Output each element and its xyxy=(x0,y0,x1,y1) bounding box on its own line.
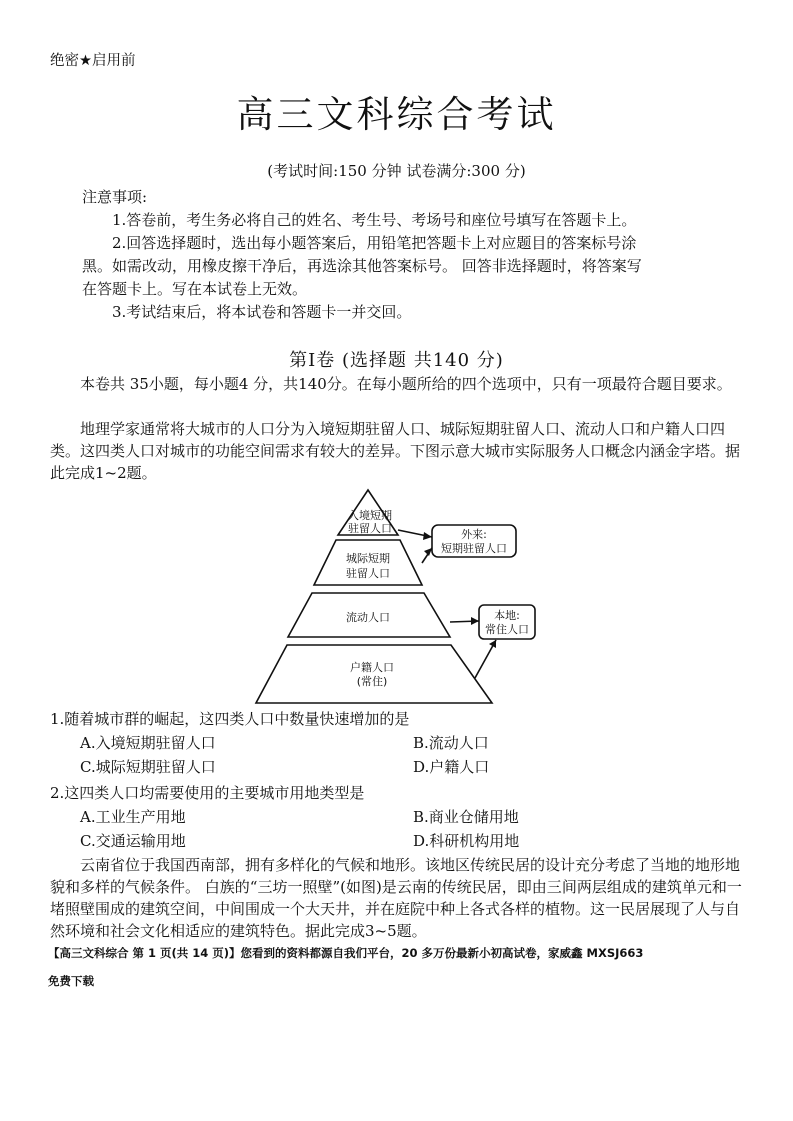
label-external-1: 外来: xyxy=(461,528,487,541)
question-1-stem: 1.随着城市群的崛起，这四类人口中数量快速增加的是 xyxy=(50,710,410,728)
arrow-head xyxy=(471,617,479,625)
pyramid-level-registered xyxy=(256,645,492,703)
question-2-option-d: D.科研机构用地 xyxy=(413,832,520,850)
question-1-option-c: C.城际短期驻留人口 xyxy=(80,758,216,776)
notice-item: 1.答卷前，考生务必将自己的姓名、考生号、考场号和座位号填写在答题卡上。 xyxy=(112,211,637,229)
section-intro: 本卷共 35小题，每小题4 分，共140分。在每小题所给的四个选项中，只有一项最符合题目要求。 xyxy=(80,375,732,393)
question-2-option-b: B.商业仓储用地 xyxy=(413,808,519,826)
label-external-2: 短期驻留人口 xyxy=(441,542,507,555)
page-footer-download: 免费下载 xyxy=(48,974,94,988)
question-1-option-b: B.流动人口 xyxy=(413,734,489,752)
label-registered-1: 户籍人口 xyxy=(350,661,394,674)
question-2-option-c: C.交通运输用地 xyxy=(80,832,186,850)
label-intercity-1: 城际短期 xyxy=(346,552,390,565)
label-inbound-2: 驻留人口 xyxy=(348,522,392,535)
label-inbound-1: 入境短期 xyxy=(348,509,392,522)
passage-2: 云南省位于我国西南部，拥有多样化的气候和地形。该地区传统民居的设计充分考虑了当地的地形地貌和多样的气候条件。 白族的“三坊一照壁”(如图)是云南的传统民居，即由三间两层组成的建筑单元和一堵照壁围成的建筑空间，中间围成一个大天井，并在庭院中种上各式各样的植物。这一民居展现了人与自然环境和社会文化相适应的建筑特色。据此完成3~5题。 xyxy=(50,856,742,940)
page-footer: 【高三文科综合 第 1 页(共 14 页)】您看到的资料都源自我们平台，20 多万份最新小初高试卷，家威鑫 MXSJ663 xyxy=(48,946,644,960)
question-2-option-a: A.工业生产用地 xyxy=(80,808,186,826)
question-2-stem: 2.这四类人口均需要使用的主要城市用地类型是 xyxy=(50,784,365,802)
label-intercity-2: 驻留人口 xyxy=(346,567,390,580)
exam-title: 高三文科综合考试 xyxy=(236,93,557,136)
label-floating: 流动人口 xyxy=(346,611,390,624)
question-1-option-a: A.入境短期驻留人口 xyxy=(80,734,216,752)
population-pyramid-diagram xyxy=(250,485,550,710)
passage-1: 地理学家通常将大城市的人口分为入境短期驻留人口、城际短期驻留人口、流动人口和户籍人口四类。这四类人口对城市的功能空间需求有较大的差异。下图示意大城市实际服务人口概念内涵金字塔。据此完成1~2题。 xyxy=(50,420,741,482)
notice-item: 3.考试结束后，将本试卷和答题卡一并交回。 xyxy=(112,303,412,321)
notice-heading: 注意事项: xyxy=(82,188,148,206)
label-local-1: 本地: xyxy=(494,609,520,622)
exam-subtitle: (考试时间:150 分钟 试卷满分:300 分) xyxy=(267,162,526,180)
label-local-2: 常住人口 xyxy=(485,623,529,636)
confidential-label: 绝密★启用前 xyxy=(50,53,136,69)
notice-item: 2.回答选择题时，选出每小题答案后，用铅笔把答题卡上对应题目的答案标号涂 xyxy=(112,234,637,252)
question-1-option-d: D.户籍人口 xyxy=(413,758,490,776)
arrow-head xyxy=(424,548,432,556)
notice-item: 在答题卡上。写在本试卷上无效。 xyxy=(82,280,308,298)
label-registered-2: (常住) xyxy=(356,675,388,688)
notice-item: 黑。如需改动，用橡皮擦干净后，再选涂其他答案标号。 回答非选择题时，将答案写 xyxy=(82,257,642,275)
section-title: 第Ⅰ卷 (选择题 共140 分) xyxy=(289,350,504,371)
